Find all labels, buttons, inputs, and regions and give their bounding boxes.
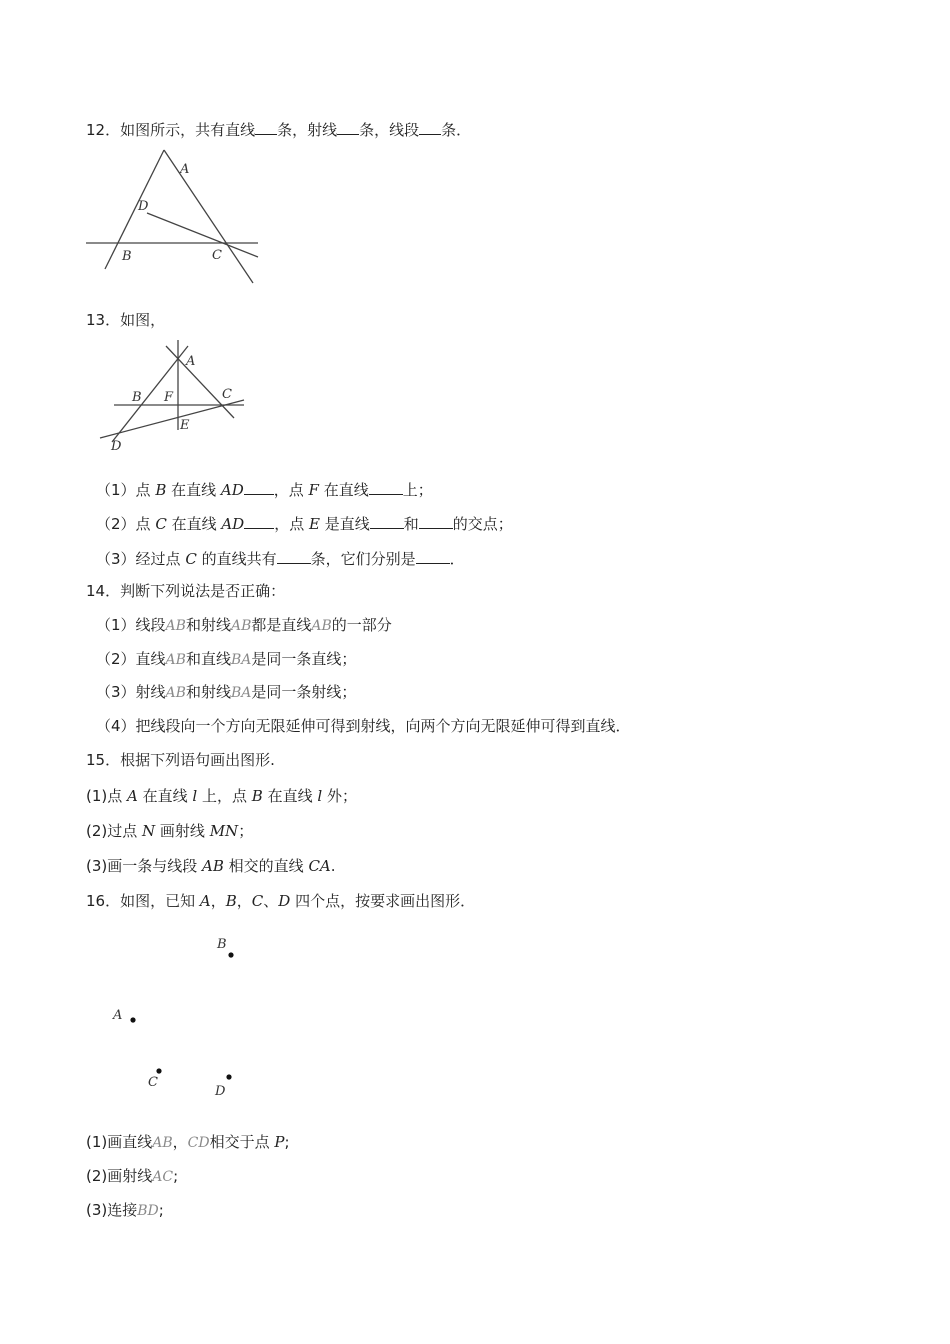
label-b: B [217,937,227,952]
point-b [228,952,233,957]
q14-part1: （1）线段AB和射线AB都是直线AB的一部分 [96,616,392,634]
q16-part2: (2)画射线AC; [86,1167,179,1185]
label-c: C [212,248,222,263]
q13-text: 13．如图， [86,311,166,329]
line-ac [164,150,253,283]
point-c [156,1068,161,1073]
line-ad [112,346,188,442]
label-c: C [222,387,232,402]
q15-title: 15．根据下列语句画出图形. [86,751,275,769]
line-ac [166,346,234,418]
answer-blank[interactable] [419,118,441,135]
line-dc [100,400,244,438]
answer-blank[interactable] [244,478,274,495]
q15-part2: (2)过点 N 画射线 MN； [86,822,254,840]
line-dc [147,213,258,257]
q16-part1: (1)画直线AB，CD相交于点 P; [86,1133,290,1151]
label-b: B [132,390,142,405]
q13-part2: （2）点 C 在直线 AD ，点 E 是直线 和 的交点； [96,512,513,534]
label-d: D [215,1084,226,1099]
answer-blank[interactable] [337,118,359,135]
label-b: B [122,249,132,264]
q12-text: 12．如图所示，共有直线 条，射线 条，线段 条． [86,118,471,140]
label-d: D [111,439,122,454]
q14-part3: （3）射线AB和射线BA是同一条射线； [96,683,357,701]
q15-part1: (1)点 A 在直线 l 上，点 B 在直线 l 外； [86,787,357,805]
q16-title: 16．如图，已知 A，B，C、D 四个点，按要求画出图形． [86,892,476,910]
q16-part3: (3)连接BD; [86,1201,164,1219]
label-d: D [138,199,149,214]
q12-figure [80,145,270,290]
label-e: E [180,418,190,433]
q14-part2: （2）直线AB和直线BA是同一条直线； [96,650,357,668]
answer-blank[interactable] [419,512,453,529]
answer-blank[interactable] [369,478,403,495]
q16-figure [100,928,260,1108]
line-ab [105,150,164,269]
q12-number: 12 [86,121,106,139]
q13-part3: （3）经过点 C 的直线共有 条，它们分别是 ． [96,547,465,569]
q13-figure [94,338,254,456]
answer-blank[interactable] [277,547,311,564]
answer-blank[interactable] [255,118,277,135]
q13-number: 13 [86,311,106,329]
answer-blank[interactable] [416,547,450,564]
point-d [226,1074,231,1079]
q15-part3: (3)画一条与线段 AB 相交的直线 CA. [86,857,336,875]
point-a [130,1017,135,1022]
label-c: C [148,1075,158,1090]
label-f: F [164,390,174,405]
label-a: A [113,1008,123,1023]
q13-part1: （1）点 B 在直线 AD ，点 F 在直线 上； [96,478,433,500]
answer-blank[interactable] [244,512,274,529]
label-a: A [186,354,196,369]
label-a: A [180,162,190,177]
q14-title: 14．判断下列说法是否正确： [86,582,286,600]
q14-part4: （4）把线段向一个方向无限延伸可得到射线，向两个方向无限延伸可得到直线． [96,717,631,735]
answer-blank[interactable] [370,512,404,529]
